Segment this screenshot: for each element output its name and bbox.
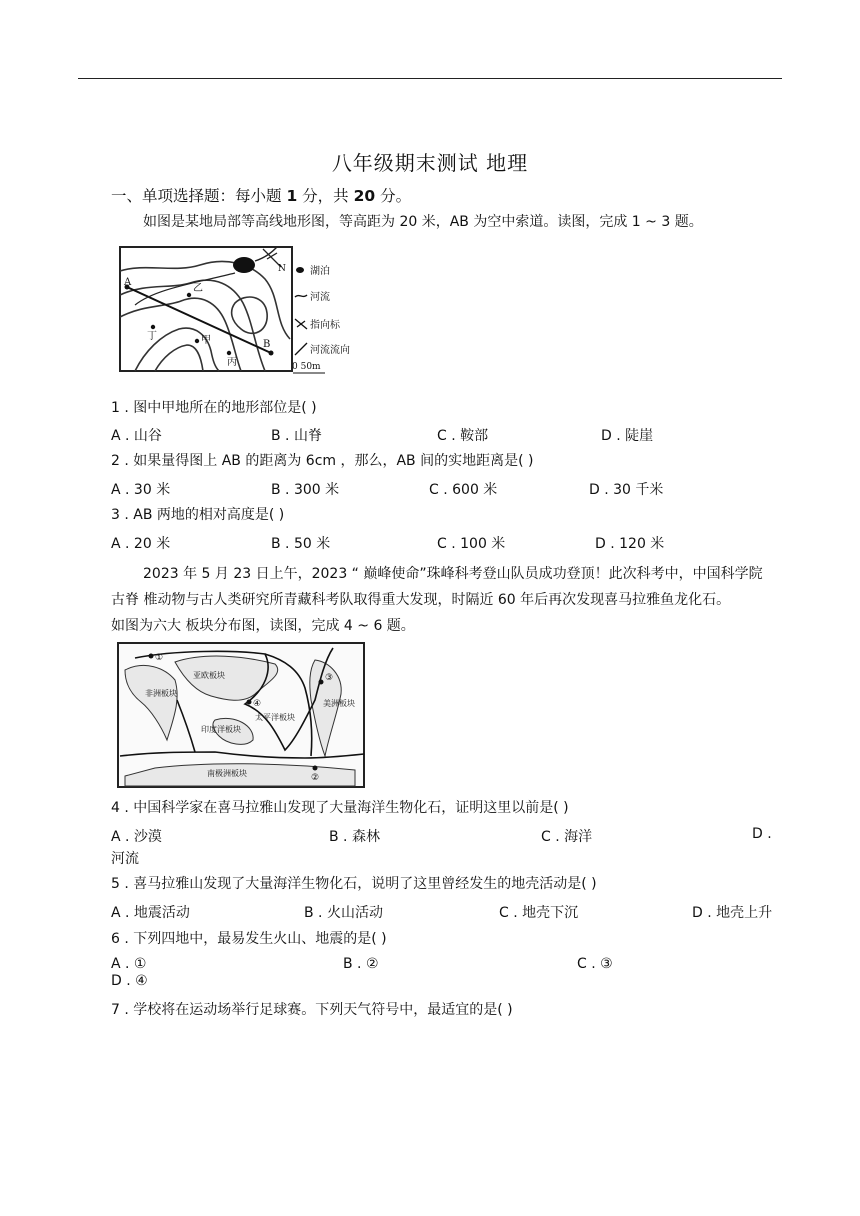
q5-option-a[interactable]: A . 地震活动	[111, 905, 190, 921]
label-n: N	[278, 264, 286, 274]
q5-option-b[interactable]: B . 火山活动	[304, 905, 383, 921]
label-indian-plate: 印度洋板块	[201, 725, 241, 734]
intro-questions-1-3: 如图是某地局部等高线地形图，等高距为 20 米，AB 为空中索道。读图，完成 1 ~ 3 题。	[143, 214, 703, 230]
section-heading: 一、单项选择题：每小题 1 分，共 20 分。	[111, 187, 412, 205]
legend-river: 河流	[310, 292, 330, 303]
header-rule	[78, 78, 782, 79]
label-ding: 丁	[147, 331, 157, 342]
q2-option-d[interactable]: D . 30 千米	[589, 482, 664, 498]
q4-option-c[interactable]: C . 海洋	[541, 829, 593, 845]
marker-2: ②	[311, 773, 320, 783]
scale-label: 0 50m	[292, 362, 321, 372]
q4-stem: 4 . 中国科学家在喜马拉雅山发现了大量海洋生物化石，证明这里以前是( )	[111, 800, 569, 816]
intro2-line3: 如图为六大 板块分布图，读图，完成 4 ~ 6 题。	[111, 618, 415, 634]
plate-map-figure	[115, 640, 367, 790]
legend-compass: 指向标	[310, 320, 340, 331]
label-pacific-plate: 太平洋板块	[255, 713, 295, 722]
legend-flow: 河流流向	[310, 345, 350, 356]
q2-option-a[interactable]: A . 30 米	[111, 482, 171, 498]
q1-option-c[interactable]: C . 鞍部	[437, 428, 489, 444]
q6-option-b[interactable]: B . ②	[343, 956, 379, 972]
label-bing: 丙	[227, 357, 237, 368]
intro2-line2: 古脊 椎动物与古人类研究所青藏科考队取得重大发现，时隔近 60 年后再次发现喜马拉雅鱼龙化石。	[111, 592, 731, 608]
q6-option-a[interactable]: A . ①	[111, 956, 147, 972]
intro2-line1: 2023 年 5 月 23 日上午，2023 “ 巅峰使命”珠峰科考登山队员成功登顶！此次科考中，中国科学院	[143, 566, 763, 582]
label-yi: 乙	[193, 283, 203, 294]
q3-option-a[interactable]: A . 20 米	[111, 536, 171, 552]
contour-map	[115, 243, 375, 378]
label-a: A	[124, 277, 132, 288]
page-title: 八年级期末测试 地理	[331, 151, 529, 175]
q4-option-b[interactable]: B . 森林	[329, 829, 380, 845]
q2-stem: 2 . 如果量得图上 AB 的距离为 6cm ，那么，AB 间的实地距离是( )	[111, 453, 534, 469]
legend-lake: 湖泊	[310, 266, 330, 277]
q4-option-a[interactable]: A . 沙漠	[111, 829, 162, 845]
q2-option-b[interactable]: B . 300 米	[271, 482, 340, 498]
label-antarctic-plate: 南极洲板块	[207, 769, 247, 778]
q6-stem: 6 . 下列四地中，最易发生火山、地震的是( )	[111, 931, 387, 947]
marker-1: ①	[155, 653, 164, 663]
q1-option-d[interactable]: D . 陡崖	[601, 428, 654, 444]
q6-option-d[interactable]: D . ④	[111, 973, 148, 989]
label-jia: 甲	[201, 335, 211, 346]
q3-option-b[interactable]: B . 50 米	[271, 536, 331, 552]
q3-option-c[interactable]: C . 100 米	[437, 536, 506, 552]
q1-option-b[interactable]: B . 山脊	[271, 428, 322, 444]
q1-stem: 1 . 图中甲地所在的地形部位是( )	[111, 400, 317, 416]
plate-map	[115, 640, 367, 790]
q4-option-d[interactable]: D .	[752, 826, 772, 842]
q6-option-c[interactable]: C . ③	[577, 956, 613, 972]
marker-4: ④	[253, 699, 262, 709]
q4-option-d-text[interactable]: 河流	[111, 851, 139, 867]
q2-option-c[interactable]: C . 600 米	[429, 482, 498, 498]
q3-stem: 3 . AB 两地的相对高度是( )	[111, 507, 285, 523]
q5-option-d[interactable]: D . 地壳上升	[692, 905, 773, 921]
label-b: B	[263, 339, 271, 350]
label-america-plate: 美洲板块	[323, 699, 355, 708]
q1-option-a[interactable]: A . 山谷	[111, 428, 162, 444]
contour-map-figure	[115, 243, 375, 378]
q5-option-c[interactable]: C . 地壳下沉	[499, 905, 579, 921]
label-eurasia-plate: 亚欧板块	[193, 671, 225, 680]
q5-stem: 5 . 喜马拉雅山发现了大量海洋生物化石，说明了这里曾经发生的地壳活动是( )	[111, 876, 597, 892]
q3-option-d[interactable]: D . 120 米	[595, 536, 665, 552]
q7-stem: 7 . 学校将在运动场举行足球赛。下列天气符号中，最适宜的是( )	[111, 1002, 513, 1018]
marker-3: ③	[325, 673, 334, 683]
label-africa-plate: 非洲板块	[145, 689, 177, 698]
